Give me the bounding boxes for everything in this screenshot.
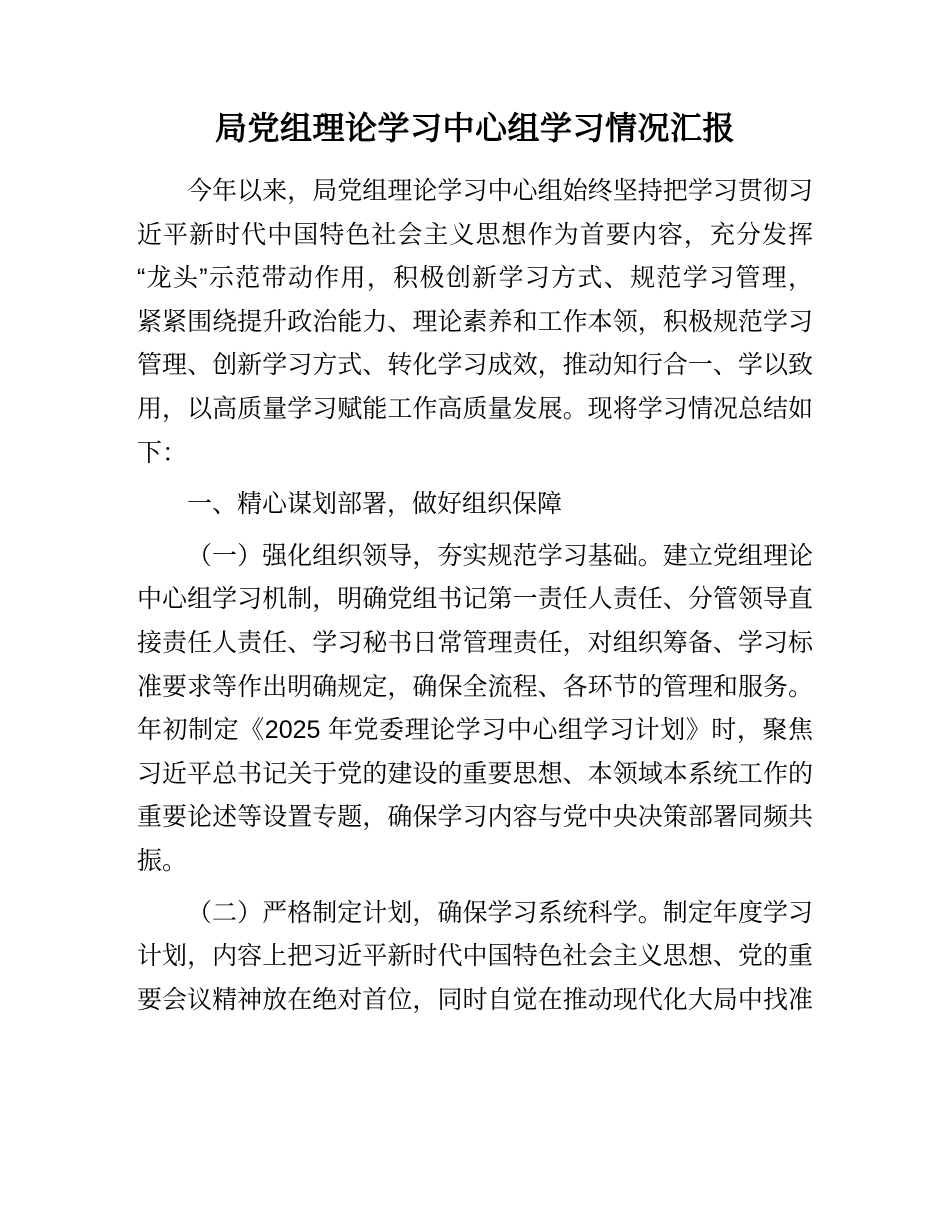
- text-line: 计划，内容上把习近平新时代中国特色社会主义思想、党的重: [137, 942, 813, 971]
- text-line: 一、精心谋划部署，做好组织保障: [187, 490, 563, 519]
- text-line: 习近平总书记关于党的建设的重要思想、本领域本系统工作的: [137, 759, 813, 788]
- text-line: 年初制定《2025 年党委理论学习中心组学习计划》时，聚焦: [137, 716, 813, 745]
- text-line: 紧紧围绕提升政治能力、理论素养和工作本领，积极规范学习: [137, 307, 813, 336]
- text-line: 重要论述等设置专题，确保学习内容与党中央决策部署同频共: [137, 803, 813, 832]
- text-line: 要会议精神放在绝对首位，同时自觉在推动现代化大局中找准: [137, 985, 813, 1014]
- document-title: 局党组理论学习中心组学习情况汇报: [214, 110, 735, 146]
- paragraph: [137, 170, 813, 475]
- text-line: 中心组学习机制，明确党组书记第一责任人责任、分管领导直: [137, 585, 813, 614]
- text-line: 用，以高质量学习赋能工作高质量发展。现将学习情况总结如: [137, 394, 813, 423]
- document-body: [137, 170, 813, 1022]
- text-line: 接责任人责任、学习秘书日常管理责任，对组织筹备、学习标: [137, 628, 813, 657]
- text-line: 今年以来，局党组理论学习中心组始终坚持把学习贯彻习: [187, 177, 813, 205]
- section-heading: [137, 483, 813, 527]
- text-line: 下：: [137, 438, 188, 467]
- text-line: 管理、创新学习方式、转化学习成效，推动知行合一、学以致: [137, 351, 813, 380]
- paragraph: [137, 892, 813, 1023]
- paragraph: [137, 535, 813, 884]
- text-line: 准要求等作出明确规定，确保全流程、各环节的管理和服务。: [137, 672, 813, 701]
- text-line: “龙头”示范带动作用，积极创新学习方式、规范学习管理，: [137, 264, 813, 293]
- text-line: 振。: [137, 846, 188, 875]
- text-line: 近平新时代中国特色社会主义思想作为首要内容，充分发挥: [137, 220, 813, 249]
- text-line: （二）严格制定计划，确保学习系统科学。制定年度学习: [187, 898, 813, 927]
- text-line: （一）强化组织领导，夯实规范学习基础。建立党组理论: [187, 541, 813, 570]
